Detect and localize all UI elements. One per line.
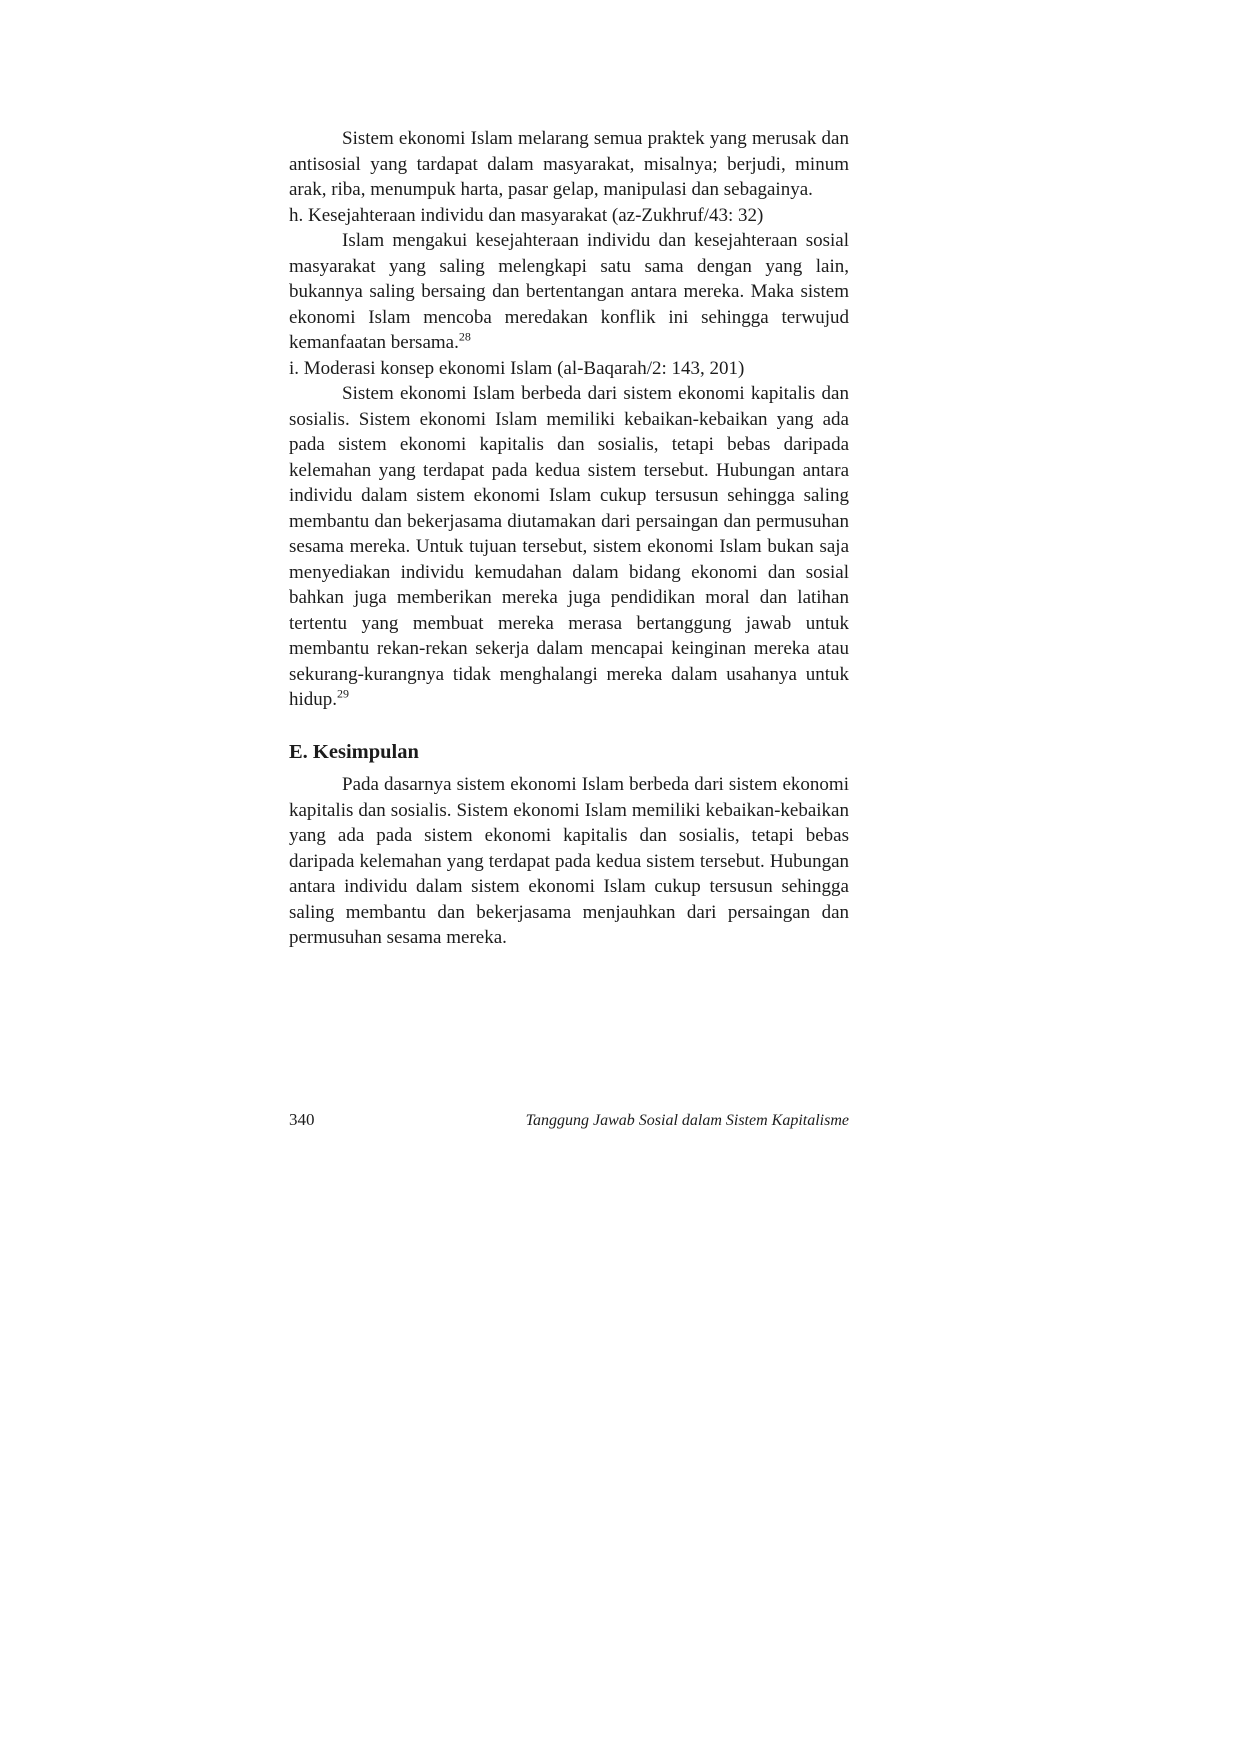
list-item-i: i. Moderasi konsep ekonomi Islam (al-Baqarah/2: 143, 201) (289, 357, 745, 379)
paragraph-moderation-text: Sistem ekonomi Islam berbeda dari sistem ekonomi kapitalis dan sosialis. Sistem ekonomi Islam memiliki kebaikan-kebaikan yang ada pada sistem ekonomi kapitalis dan sosialis, tetapi bebas daripada kelemahan yang terdapat pada kedua sistem tersebut. Hubungan antara individu dalam sistem ekonomi Islam cukup tersusun sehingga saling membantu dan bekerjasama diutamakan dari persaingan dan permusuhan sesama mereka. Untuk tujuan tersebut, sistem ekonomi Islam bukan saja menyediakan individu kemudahan dalam bidang ekonomi dan sosial bahkan juga memberikan mereka juga pendidikan moral dan latihan tertentu yang membuat mereka merasa bertanggung jawab untuk membantu rekan-rekan sekerja dalam mencapai keinginan mereka atau sekurang-kurangnya tidak menghalangi mereka dalam usahanya untuk hidup. (289, 383, 849, 710)
paragraph-moderation (289, 381, 849, 713)
page-number: 340 (289, 1110, 315, 1129)
paragraph-welfare (289, 228, 849, 356)
paragraph-welfare-text: Islam mengakui kesejahteraan individu dan kesejahteraan sosial masyarakat yang saling melengkapi satu sama dengan yang lain, bukannya saling bersaing dan bertentangan antara mereka. Maka sistem ekonomi Islam mencoba meredakan konflik ini sehingga terwujud kemanfaatan bersama. (289, 230, 849, 353)
section-heading-kesimpulan: E. Kesimpulan (289, 740, 419, 763)
text-column (289, 126, 849, 951)
list-item-h: h. Kesejahteraan individu dan masyarakat (az-Zukhruf/43: 32) (289, 204, 764, 226)
footnote-ref-28: 28 (458, 329, 471, 344)
running-title: Tanggung Jawab Sosial dalam Sistem Kapitalisme (525, 1112, 849, 1129)
paragraph-conclusion: Pada dasarnya sistem ekonomi Islam berbeda dari sistem ekonomi kapitalis dan sosialis. Sistem ekonomi Islam memiliki kebaikan-kebaikan yang ada pada sistem ekonomi kapitalis dan sosialis, tetapi bebas daripada kelemahan yang terdapat pada kedua sistem tersebut. Hubungan antara individu dalam sistem ekonomi Islam cukup tersusun sehingga saling membantu dan bekerjasama menjauhkan dari persaingan dan permusuhan sesama mereka. (289, 774, 849, 948)
footnote-ref-29: 29 (337, 686, 350, 701)
paragraph-intro: Sistem ekonomi Islam melarang semua praktek yang merusak dan antisosial yang tardapat dalam masyarakat, misalnya; berjudi, minum arak, riba, menumpuk harta, pasar gelap, manipulasi dan sebagainya. (289, 128, 849, 200)
page-footer (289, 1110, 849, 1130)
